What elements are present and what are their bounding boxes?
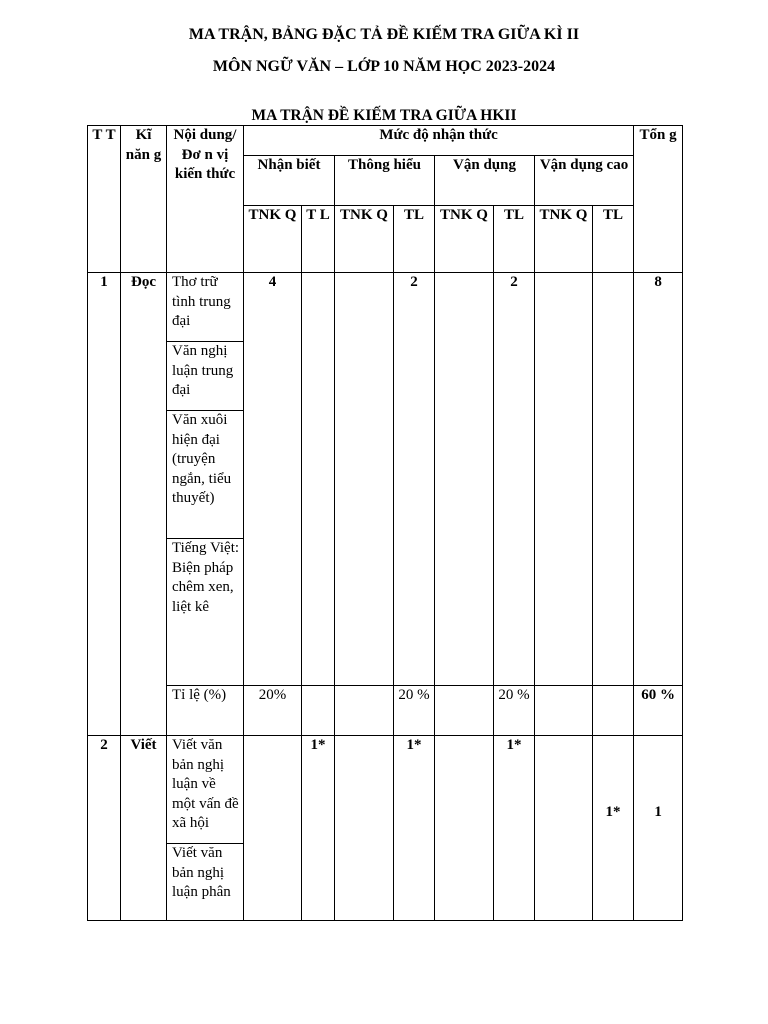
section2-total: 1: [634, 736, 683, 921]
section1-vd-tl: 2: [494, 273, 535, 686]
content-cell: Văn xuôi hiện đại (truyện ngắn, tiểu thuyết): [167, 411, 244, 539]
header-th-tnkq: TNK Q: [335, 206, 394, 273]
ratio-nb: 20%: [244, 686, 302, 736]
table-row: [88, 736, 683, 844]
header-tt: T T: [88, 126, 121, 273]
header-thong-hieu: Thông hiểu: [335, 156, 435, 206]
header-cognitive-level: Mức độ nhận thức: [244, 126, 634, 156]
ratio-row: [88, 686, 683, 736]
section2-th-tl: 1*: [394, 736, 435, 921]
section1-th-tl: 2: [394, 273, 435, 686]
header-vd-tnkq: TNK Q: [435, 206, 494, 273]
section2-number: 2: [88, 736, 121, 921]
header-vdc-tl: TL: [593, 206, 634, 273]
header-nb-tl: T L: [302, 206, 335, 273]
header-van-dung-cao: Vận dụng cao: [535, 156, 634, 206]
section2-vdc-tl: 1*: [593, 736, 634, 921]
section1-total: 8: [634, 273, 683, 686]
section2-skill: Viết: [121, 736, 167, 921]
content-cell-text: Viết văn bản nghị luận phân: [172, 845, 231, 900]
content-cell: Viết văn bản nghị luận về một vấn đề xã hội: [167, 736, 244, 844]
section1-number: 1: [88, 273, 121, 736]
section2-vd-tl: 1*: [494, 736, 535, 921]
header-th-tl: TL: [394, 206, 435, 273]
header-content: Nội dung/Đơ n vị kiến thức: [167, 126, 244, 273]
ratio-label: Tỉ lệ (%): [167, 686, 244, 736]
section-title: MA TRẬN ĐỀ KIẾM TRA GIỮA HKII: [251, 107, 517, 124]
content-cell: Tiếng Việt: Biện pháp chêm xen, liệt kê: [167, 539, 244, 686]
header-total: Tổn g: [634, 126, 683, 273]
ratio-th: 20 %: [394, 686, 435, 736]
section1-skill: Đọc: [121, 273, 167, 736]
ratio-total: 60 %: [634, 686, 683, 736]
header-van-dung: Vận dụng: [435, 156, 535, 206]
document-title: MA TRẬN, BẢNG ĐẶC TẢ ĐỀ KIẾM TRA GIỮA KÌ II: [188, 26, 580, 43]
table-row: [88, 273, 683, 342]
content-cell: Thơ trữ tình trung đại: [167, 273, 244, 342]
content-cell: [167, 844, 244, 921]
matrix-table: [87, 125, 683, 921]
section2-nb-tl: 1*: [302, 736, 335, 921]
header-nhan-biet: Nhận biết: [244, 156, 335, 206]
ratio-vd: 20 %: [494, 686, 535, 736]
header-vdc-tnkq: TNK Q: [535, 206, 593, 273]
section1-nb-tnkq: 4: [244, 273, 302, 686]
header-vd-tl: TL: [494, 206, 535, 273]
document-subtitle: MÔN NGỮ VĂN – LỚP 10 NĂM HỌC 2023-2024: [212, 58, 556, 75]
content-cell: Văn nghị luận trung đại: [167, 342, 244, 411]
header-nb-tnkq: TNK Q: [244, 206, 302, 273]
header-skill: Kĩ năn g: [121, 126, 167, 273]
